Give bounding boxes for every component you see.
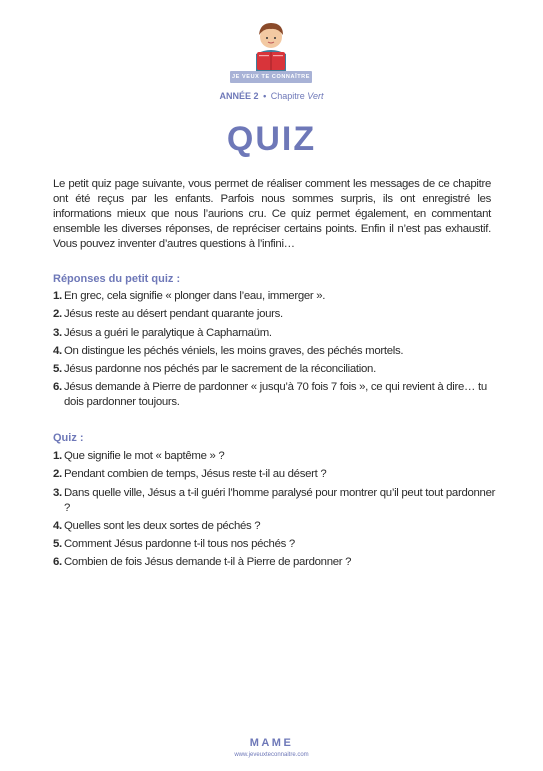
item-number: 2. (53, 468, 62, 481)
answers-list (53, 289, 498, 414)
item-number: 4. (53, 519, 62, 532)
intro-paragraph: Le petit quiz page suivante, vous permet de réaliser comment les messages de ce chapitre ont été reçus par les enfants. Parfois nous sommes surpris, ils ont enregistré les informations mieux que nous l’aurions cru. Ce quiz permet également, en commentant ensemble les diverses réponses, de repréciser certains points. Enfin il n’est pas exhaustif. Vous pouvez inventer d’autres questions à l’infini… (53, 178, 491, 251)
item-number: 5. (53, 363, 62, 376)
answer-item (53, 344, 498, 359)
answer-text: Jésus demande à Pierre de pardonner « jusqu’à 70 fois 7 fois », ce qui revient à dire… tu dois pardonner toujours. (64, 381, 487, 409)
quiz-item (53, 537, 498, 552)
quiz-item (53, 486, 498, 516)
item-number: 6. (53, 556, 62, 569)
item-number: 1. (53, 290, 62, 302)
quiz-heading: Quiz : (53, 432, 84, 444)
quiz-item (53, 449, 498, 464)
quiz-item (53, 555, 498, 570)
logo-banner: JE VEUX TE CONNAÎTRE (230, 71, 312, 83)
chapter-label: Chapitre (270, 91, 305, 101)
answer-item (53, 380, 498, 410)
question-text: Combien de fois Jésus demande t-il à Pierre de pardonner ? (64, 556, 352, 569)
chapter-subtitle (0, 91, 543, 101)
quiz-item (53, 467, 498, 482)
publisher-logo: MAME (249, 737, 294, 749)
answers-heading: Réponses du petit quiz : (53, 273, 181, 285)
question-text: Quelles sont les deux sortes de péchés ? (64, 519, 261, 532)
item-number: 2. (53, 308, 62, 321)
question-text: Que signifie le mot « baptême » ? (64, 450, 225, 462)
item-number: 3. (53, 326, 62, 339)
year-label: ANNÉE 2 (219, 91, 259, 101)
item-number: 6. (53, 381, 62, 394)
answer-item (53, 289, 498, 304)
answer-text: Jésus pardonne nos péchés par le sacrement de la réconciliation. (64, 363, 376, 376)
quiz-item (53, 519, 498, 534)
answer-text: En grec, cela signifie « plonger dans l’eau, immerger ». (64, 290, 326, 302)
item-number: 4. (53, 344, 62, 357)
answer-item (53, 307, 498, 322)
answer-text: Jésus a guéri le paralytique à Capharnaüm. (64, 326, 272, 339)
website-link[interactable]: www.jeveuxteconnaitre.com (234, 752, 309, 758)
answer-item (53, 326, 498, 341)
item-number: 3. (53, 486, 62, 499)
question-text: Pendant combien de temps, Jésus reste t-il au désert ? (64, 468, 327, 481)
answer-text: Jésus reste au désert pendant quarante jours. (64, 308, 283, 321)
separator: • (263, 91, 267, 101)
question-text: Dans quelle ville, Jésus a t-il guéri l’homme paralysé pour montrer qu’il peut tout pardonner ? (64, 486, 496, 514)
answer-item (53, 362, 498, 377)
page-title: QUIZ (226, 120, 317, 158)
chapter-name: Vert (307, 91, 324, 101)
item-number: 5. (53, 538, 62, 551)
question-text: Comment Jésus pardonne t-il tous nos péchés ? (64, 538, 295, 551)
quiz-list (53, 449, 498, 574)
item-number: 1. (53, 450, 62, 462)
answer-text: On distingue les péchés véniels, les moins graves, des péchés mortels. (64, 344, 404, 357)
